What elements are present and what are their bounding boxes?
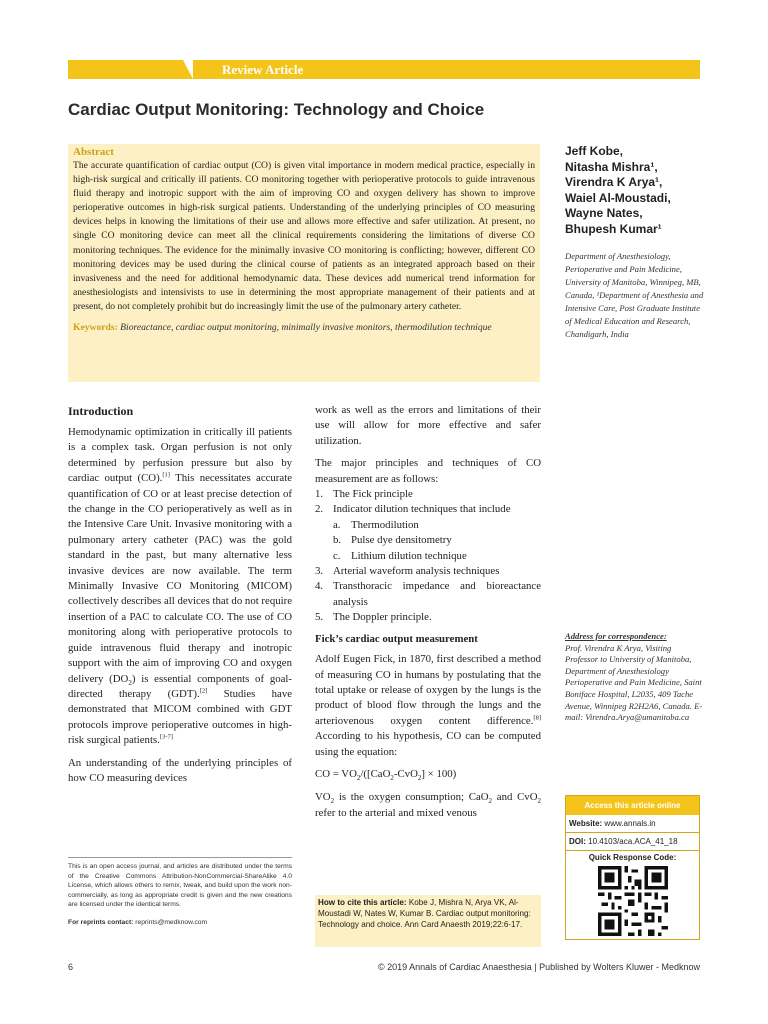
keywords-text: Bioreactance, cardiac output monitoring, minimally invasive monitors, thermodilution technique (120, 322, 492, 334)
citation-ref[interactable]: [1] (162, 471, 170, 479)
citation-label: How to cite this article: (318, 898, 407, 907)
website-link[interactable]: www.annals.in (602, 819, 656, 828)
list-item: 3. Arterial waveform analysis techniques (315, 565, 500, 578)
author-list (565, 144, 705, 237)
keywords (73, 321, 535, 335)
page-number: 6 (68, 962, 74, 972)
license-footnote (68, 857, 292, 928)
qr-code-icon[interactable] (598, 866, 668, 936)
citation-text: Kobe J, Mishra N, Arya VK, Al-Moustadi W, Nates W, Kumar B. Cardiac output monitoring: Technology and choice. Ann Card Anaesth 2019;22:6-17. (318, 898, 531, 929)
doi-link[interactable]: 10.4103/aca.ACA_41_18 (585, 837, 678, 846)
right-column (315, 403, 541, 821)
intro-paragraph: Hemodynamic optimization in critically ill patients is a complex task. Organ perfusion is not only determined by perfusion pressure but also by cardiac output (CO).[1] This necessitates accurate quantification of CO or at least precise detection of the change in the CO perioperatively as well as in the Intensive Care Unit. Invasive monitoring with a pulmonary artery catheter (PAC) was the gold standard in the past, but many alternative less invasive devices are now available. The term Minimally Invasive CO Monitoring (MICOM) collectively describes all devices that do not require insertion of a PAC to calculate CO. The use of CO monitoring along with perioperative protocols to guide intravenous fluid therapy and inotropic support with the aim of improving CO and oxygen delivery $(DO_2)$ is essential components of goal-directed therapy (GDT).[2] Studies have demonstrated that MICOM combined with GDT protocols improve perioperative outcomes in high-risk surgical patients.[3-7] (68, 426, 293, 747)
body-paragraph: Adolf Eugen Fick, in 1870, first described a method of measuring CO in humans by postulating that the total uptake or release of oxygen by the lungs is the product of blood flow through the lungs and the arteriovenous oxygen content difference.[8] According to his hypothesis, CO can be computed using the equation: (315, 653, 541, 758)
list-item: 4. Transthoracic impedance and bioreactance analysis (315, 580, 541, 608)
correspondence-text: Prof. Virendra K Arya, Visiting Professor to University of Manitoba, Department of Anesthesiology Perioperative and Pain Medicine, Saint Boniface Hospital, L2035, 409 Tache Avenue, Winnipeg R2H2A6, Canada. E-mail: Virendra.Arya@umanitoba.ca (565, 642, 703, 723)
author-name: Nitasha Mishra¹, (565, 159, 658, 174)
reprints-contact: For reprints contact: reprints@medknow.com (68, 918, 208, 926)
citation-ref[interactable]: [3-7] (159, 733, 173, 741)
keywords-label: Keywords: (73, 322, 118, 334)
website-row: Website: www.annals.in (566, 815, 699, 833)
citation-ref[interactable]: [8] (533, 714, 541, 722)
access-online-box (565, 795, 700, 940)
intro-paragraph: An understanding of the underlying principles of how CO measuring devices (68, 756, 292, 784)
body-paragraph: $VO_2$ is the oxygen consumption; CaO$_2$ and CvO$_2$ refer to the arterial and mixed venous (315, 791, 542, 819)
article-type-banner (68, 60, 700, 79)
list-item: b. Pulse dye densitometry (333, 534, 452, 547)
introduction-heading: Introduction (68, 404, 134, 418)
doi-row: DOI: 10.4103/aca.ACA_41_18 (566, 833, 699, 851)
author-name: Waiel Al-Moustadi, (565, 190, 671, 205)
article-title: Cardiac Output Monitoring: Technology and Choice (68, 100, 485, 119)
list-item: c. Lithium dilution technique (333, 549, 467, 562)
list-item: 2. Indicator dilution techniques that include (315, 503, 511, 516)
abstract-box (68, 144, 540, 382)
author-name: Bhupesh Kumar¹ (565, 221, 662, 236)
abstract-text: The accurate quantification of cardiac output (CO) is given vital importance in modern medical practice, especially in high-risk surgical and critically ill patients. CO monitoring together with perioperative protocols to guide intravenous fluid therapy and inotropic support with the aim of improving CO and oxygen delivery has shown to improve perioperative outcomes in high-risk surgical patients. Understanding of the underlying principles of CO measuring devices helps in knowing the limitations of their use and allows more effective and safer utilization. At present, no single CO monitoring device can meet all the clinical requirements considering the limitations of diverse CO monitoring techniques. The evidence for the minimally invasive CO monitoring is conflicting; however, different CO monitoring devices may be used during the clinical course of patients as an integrated approach based on their invasiveness and the need for additional hemodynamic data. These devices add numerical trend information for anesthesiologists and intensivists to use in determining the most appropriate management of their patients and at present, do not completely prohibit but do increasingly limit the use of the pulmonary artery catheter. (73, 160, 535, 312)
author-name: Wayne Nates, (565, 206, 643, 220)
left-column (68, 403, 292, 793)
list-item: a. Thermodilution (333, 518, 419, 531)
author-name: Jeff Kobe, (565, 144, 624, 158)
correspondence-block (565, 631, 705, 724)
techniques-sublist (315, 518, 541, 564)
correspondence-label: Address for correspondence: (565, 631, 667, 641)
list-item: 1. The Fick principle (315, 488, 413, 501)
citation-box (315, 895, 541, 947)
journal-copyright: © 2019 Annals of Cardiac Anaesthesia | Published by Wolters Kluwer - Medknow (378, 962, 700, 972)
techniques-list (315, 564, 541, 626)
license-text: This is an open access journal, and articles are distributed under the terms of the Creative Commons Attribution-NonCommercial-ShareAlike 4.0 License, which allows others to remix, tweak, and build upon the work non-commercially, as long as appropriate credit is given and the new creations are licensed under the identical terms. (68, 863, 292, 909)
body-paragraph: The major principles and techniques of CO measurement are as follows: (315, 457, 541, 485)
fick-equation: CO = $VO_2/([CaO_2-CvO_2] \times 100)$ (315, 767, 457, 783)
reprints-email[interactable]: reprints@medknow.com (133, 918, 208, 926)
fick-heading: Fick’s cardiac output measurement (315, 632, 478, 645)
qr-label: Quick Response Code: (588, 853, 677, 862)
access-heading: Access this article online (566, 796, 699, 815)
author-name: Virendra K Arya¹, (565, 175, 663, 189)
article-type-label: Review Article (222, 62, 304, 77)
abstract-heading: Abstract (73, 146, 114, 158)
body-paragraph: work as well as the errors and limitations of their use will allow for more effective and safer utilization. (315, 404, 541, 447)
techniques-list (315, 487, 541, 518)
citation-ref[interactable]: [2] (199, 687, 208, 695)
list-item: 5. The Doppler principle. (315, 611, 432, 624)
author-affiliation: Department of Anesthesiology, Perioperative and Pain Medicine, University of Manitoba, Winnipeg, MB, Canada, ¹Department of Anesthesia and Intensive Care, Post Graduate Institute of Medical Education and Research, Chandigarh, India (565, 251, 704, 339)
banner-notch (183, 60, 193, 79)
